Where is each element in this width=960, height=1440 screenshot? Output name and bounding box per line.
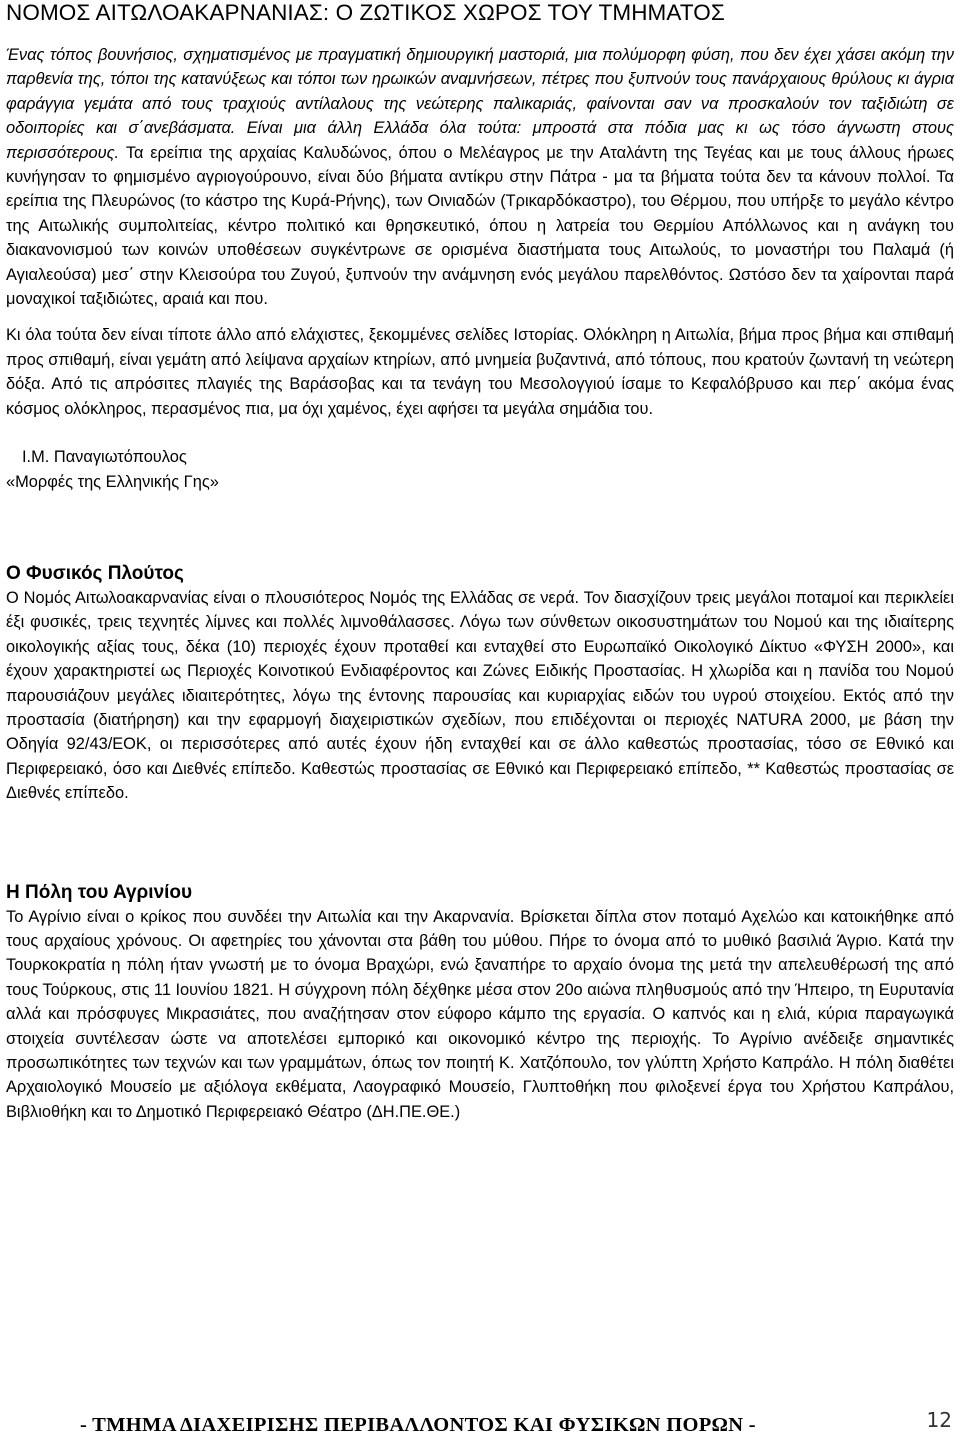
quote-signature [6,445,954,494]
intro-quote [6,43,954,421]
quote-source: «Μορφές της Ελληνικής Γης» [6,472,219,491]
section-agrinio [6,881,954,1125]
section-natural-wealth [6,562,954,806]
intro-italic-text: Ένας τόπος βουνήσιος, σχηματισμένος με πραγματική δημιουργική μαστοριά, μια πολύμορφη φύση, που δεν έχει χάσει ακόμη την παρθενία της, τόποι της κατανύξεως και τόποι των ηρωικών αναμνήσεων, πέτρες που ξυπνούν τους πανάρχαιους θρύλους κι άγρια φαράγγια γεμάτα από τους τραχιούς αντίλαλους της νεώτερης παλικαριάς, φαίνονται σαν να προσκαλούν τον ταξιδιώτη σε οδοιπορίες και σ΄ανεβάσματα. Είναι μια άλλη Ελλάδα όλα τούτα: μπροστά στα πόδια μας κι ως τόσο άγνωστη στους περισσότερους. [6,46,954,162]
intro-upright-text: Τα ερείπια της αρχαίας Καλυδώνος, όπου ο Μελέαγρος με την Αταλάντη της Τεγέας και με τους άλλους ήρωες κυνήγησαν το φημισμένο αγριογούρουνο, είναι δύο βήματα αντίκρυ στην Πάτρα - μα τα βήματα τούτα δεν τα κάνουν πολλοί. Τα ερείπια της Πλευρώνος (το κάστρο της Κυρά-Ρήνης), των Οινιαδών (Τρικαρδόκαστρο), του Θέρμου, που υπήρξε το μεγάλο κέντρο της Αιτωλικής συμπολιτείας, κέντρο πολιτικό και θρησκευτικό, όπου η λατρεία του Θερμίου Απόλλωνος και η ανάγκη του διακανονισμού των κοινών υποθέσεων συγκέντρωνε σε ορισμένα διαστήματα τους Αιτωλούς, το μοναστήρι του Παλαμά (ή Αγιαλεούσα) μεσ΄ στην Κλεισούρα του Ζυγού, ξυπνούν την ανάμνηση ενός μεγάλου παρελθόντος. Ωστόσο δεν τα χαίρονται παρά μοναχικοί ταξιδιώτες, αραιά και που. [6,143,954,309]
intro-paragraph-2: Κι όλα τούτα δεν είναι τίποτε άλλο από ελάχιστες, ξεκομμένες σελίδες Ιστορίας. Ολόκληρη η Αιτωλία, βήμα προς βήμα και σπιθαμή προς σπιθαμή, είναι γεμάτη από λείψανα αρχαίων κτηρίων, από μνημεία βυζαντινά, από τόπους, που κρατούν ζωντανή τη νεώτερη δόξα. Από τις απρόσιτες πλαγιές της Βαράσοβας και τα τενάγη του Μεσολογγιού ίσαμε το Κεφαλόβρυσο και περ΄ ακόμα ένας κόσμος ολόκληρος, περασμένος πια, μα όχι χαμένος, έχει αφήσει τα μεγάλα σημάδια του. [6,326,954,418]
quote-author: Ι.Μ. Παναγιωτόπουλος [22,448,187,467]
page-number: 12 [926,1408,952,1432]
section-body: Το Αγρίνιο είναι ο κρίκος που συνδέει την Αιτωλία και την Ακαρνανία. Βρίσκεται δίπλα στον ποταμό Αχελώο και κατοικήθηκε από τους αρχαίους χρόνους. Οι αφετηρίες του χάνονται στα βάθη του μύθου. Πήρε το όνομα από το μυθικό βασιλιά Άγριο. Κατά την Τουρκοκρατία η πόλη ήταν γνωστή με το όνομα Βραχώρι, ενώ ξαναπήρε το αρχαίο όνομα της μετά την απελευθέρωσή της από τους Τούρκους, στις 11 Ιουνίου 1821. Η σύγχρονη πόλη δέχθηκε μέσα στον 20ο αιώνα πληθυσμούς από την Ήπειρο, τη Ευρυτανία αλλά και πρόσφυγες Μικρασιάτες, που αναζήτησαν στον εύφορο κάμπο της εργασία. Ο καπνός και η ελιά, κύρια παραγωγικά στοιχεία συντέλεσαν ώστε να αποτελέσει εμπορικό και οικονομικό κέντρο της περιοχής. Το Αγρίνιο ανέδειξε σημαντικές προσωπικότητες των τεχνών και των γραμμάτων, όπως τον ποιητή Κ. Χατζόπουλο, τον γλύπτη Χρήστο Καπράλο. Η πόλη διαθέτει Αρχαιολογικό Μουσείο με αξιόλογα εκθέματα, Λαογραφικό Μουσείο, Γλυπτοθήκη που φιλοξενεί έργα του Χρήστου Καπράλου, Βιβλιοθήκη και το Δημοτικό Περιφερειακό Θέατρο (ΔΗ.ΠΕ.ΘΕ.) [6,907,954,1121]
section-heading: Η Πόλη του Αγρινίου [6,881,193,903]
intro-paragraph-1 [6,43,954,311]
document-title: ΝΟΜΟΣ ΑΙΤΩΛΟΑΚΑΡΝΑΝΙΑΣ: Ο ΖΩΤΙΚΟΣ ΧΩΡΟΣ ΤΟΥ ΤΜΗΜΑΤΟΣ [6,0,725,25]
page-footer: - ΤΜΗΜΑ ΔΙΑΧΕΙΡΙΣΗΣ ΠΕΡΙΒΑΛΛΟΝΤΟΣ ΚΑΙ ΦΥΣΙΚΩΝ ΠΟΡΩΝ - [80,1414,756,1436]
section-body: Ο Νομός Αιτωλοακαρνανίας είναι ο πλουσιότερος Νομός της Ελλάδας σε νερά. Τον διασχίζουν τρεις μεγάλοι ποταμοί και περικλείει έξι φυσικές, τρεις τεχνητές λίμνες και πολλές λιμνοθάλασσες. Λόγω των σύνθετων οικοσυστημάτων του Νομού και της ιδιαίτερης οικολογικής αξίας τους, δέκα (10) περιοχές έχουν προταθεί και ενταχθεί στο Ευρωπαϊκό Οικολογικό Δίκτυο «ΦΥΣΗ 2000», και έχουν χαρακτηριστεί ως Περιοχές Κοινοτικού Ενδιαφέροντος και Ζώνες Ειδικής Προστασίας. Η χλωρίδα και η πανίδα του Νομού παρουσιάζουν μεγάλες ιδιαιτερότητες, λόγω της έντονης παρουσίας και κυριαρχίας ειδών του υγρού στοιχείου. Εκτός από την προστασία (διατήρηση) και την εφαρμογή διαχειριστικών σχεδίων, που επιδέχονται οι περιοχές NATURA 2000, με βάση την Οδηγία 92/43/ΕΟΚ, οι περισσότερες από αυτές έχουν ήδη ενταχθεί και σε άλλο καθεστώς προστασίας, τόσο σε Εθνικό και Περιφερειακό, όσο και Διεθνές επίπεδο. Καθεστώς προστασίας σε Εθνικό και Περιφερειακό επίπεδο, ** Καθεστώς προστασίας σε Διεθνές επίπεδο. [6,588,954,803]
section-heading: Ο Φυσικός Πλούτος [6,562,184,584]
